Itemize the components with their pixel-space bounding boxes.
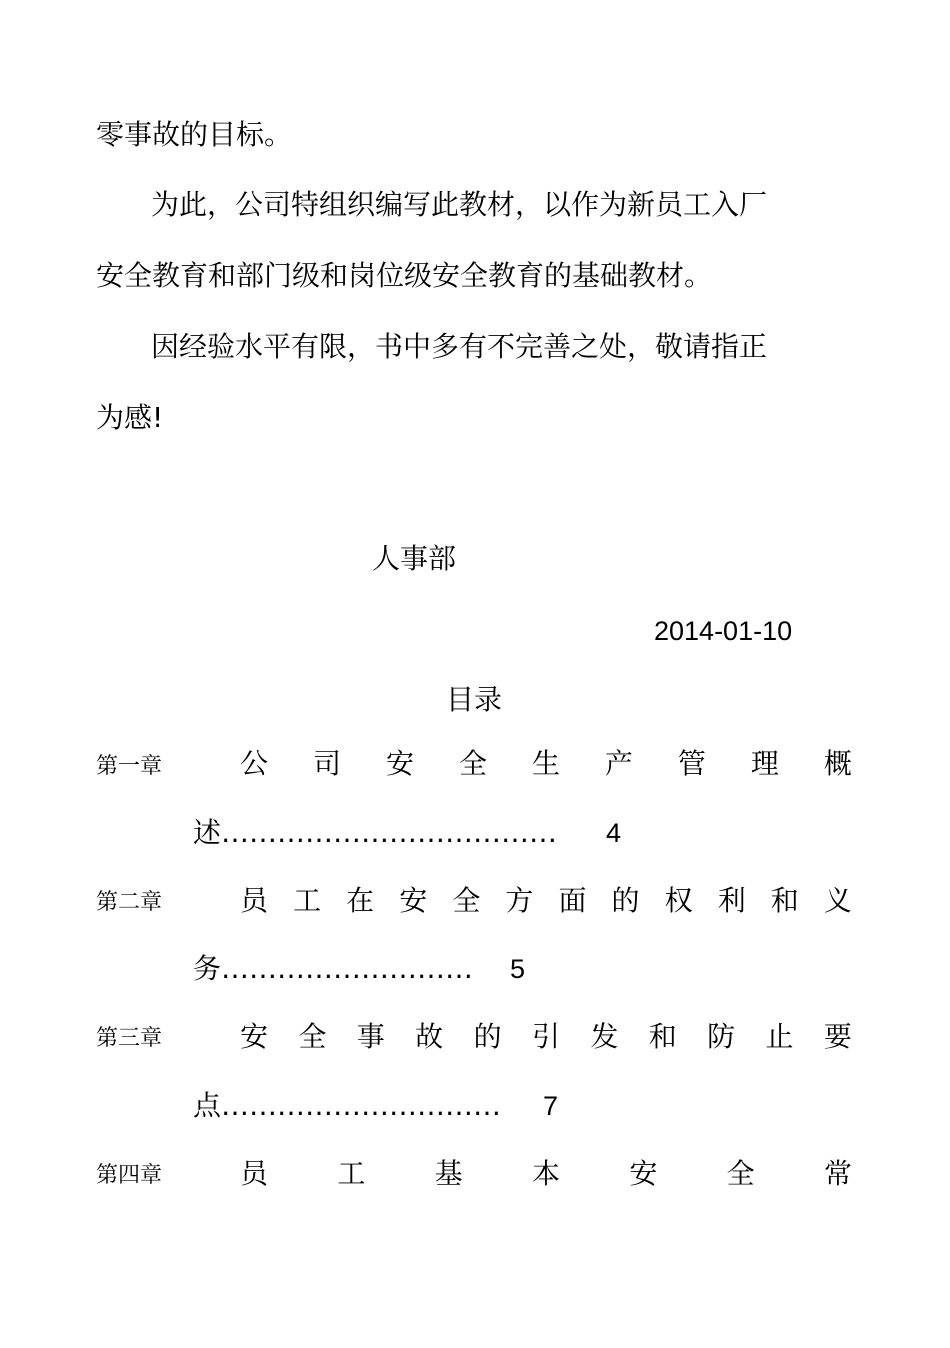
title-char: 点 [193, 1089, 222, 1122]
title-char: 防 [707, 1020, 736, 1053]
title-char: 生 [531, 747, 560, 780]
title-char: 的 [473, 1020, 502, 1053]
title-char: 管 [677, 747, 706, 780]
toc-chapter-3-page[interactable]: 7 [543, 1091, 559, 1121]
toc-chapter-2-page[interactable]: 5 [510, 954, 526, 984]
title-char: 全 [726, 1157, 755, 1190]
title-char: 理 [750, 747, 779, 780]
title-char: 和 [770, 884, 799, 917]
toc-chapter-2-continuation[interactable] [193, 951, 473, 987]
title-char: 方 [505, 884, 534, 917]
title-char: 安 [385, 747, 414, 780]
title-char: 概 [823, 747, 852, 780]
title-char: 产 [604, 747, 633, 780]
preface-paragraph-3-line-1: 因经验水平有限，书中多有不完善之处，敬请指正 [151, 330, 768, 363]
toc-chapter-3-title[interactable] [240, 1019, 852, 1055]
title-char: 全 [452, 884, 481, 917]
title-char: 要 [823, 1020, 852, 1053]
toc-title: 目录 [446, 683, 503, 716]
title-char: 在 [346, 884, 375, 917]
leader-dots: ……………………… [221, 952, 474, 985]
title-char: 和 [648, 1020, 677, 1053]
title-char: 述 [193, 816, 222, 849]
title-char: 故 [415, 1020, 444, 1053]
title-char: 止 [765, 1020, 794, 1053]
toc-chapter-2-title[interactable] [240, 883, 852, 919]
title-char: 全 [458, 747, 487, 780]
leader-dots: ……………………………… [221, 816, 558, 849]
signature-department: 人事部 [372, 542, 457, 575]
toc-chapter-4-label[interactable]: 第四章 [96, 1163, 163, 1188]
title-char: 安 [240, 1020, 269, 1053]
preface-paragraph-2-line-2: 安全教育和部门级和岗位级安全教育的基础教材。 [96, 259, 713, 292]
toc-chapter-3-label[interactable]: 第三章 [96, 1026, 163, 1051]
toc-chapter-1-title[interactable] [240, 746, 852, 782]
preface-line-1: 零事故的目标。 [96, 118, 293, 151]
title-char: 安 [399, 884, 428, 917]
title-char: 全 [298, 1020, 327, 1053]
signature-date: 2014-01-10 [654, 616, 793, 646]
title-char: 员 [240, 1157, 269, 1190]
toc-chapter-1-page[interactable]: 4 [606, 818, 622, 848]
title-char: 发 [590, 1020, 619, 1053]
title-char: 司 [312, 747, 341, 780]
title-char: 安 [629, 1157, 658, 1190]
title-char: 务 [193, 952, 222, 985]
title-char: 基 [434, 1157, 463, 1190]
title-char: 义 [823, 884, 852, 917]
title-char: 公 [240, 747, 269, 780]
toc-chapter-1-continuation[interactable] [193, 815, 557, 851]
title-char: 工 [337, 1157, 366, 1190]
toc-chapter-1-label[interactable]: 第一章 [96, 754, 163, 779]
title-char: 常 [823, 1157, 852, 1190]
toc-chapter-4-title[interactable] [240, 1156, 852, 1192]
title-char: 工 [293, 884, 322, 917]
title-char: 引 [531, 1020, 560, 1053]
toc-chapter-3-continuation[interactable] [193, 1088, 501, 1124]
title-char: 事 [356, 1020, 385, 1053]
title-char: 面 [558, 884, 587, 917]
title-char: 员 [240, 884, 269, 917]
preface-paragraph-3-line-2: 为感! [96, 401, 164, 434]
toc-chapter-2-label[interactable]: 第二章 [96, 890, 163, 915]
leader-dots: ………………………… [221, 1089, 502, 1122]
preface-paragraph-2-line-1: 为此，公司特组织编写此教材，以作为新员工入厂 [151, 188, 768, 221]
title-char: 的 [611, 884, 640, 917]
title-char: 本 [531, 1157, 560, 1190]
title-char: 权 [664, 884, 693, 917]
title-char: 利 [717, 884, 746, 917]
